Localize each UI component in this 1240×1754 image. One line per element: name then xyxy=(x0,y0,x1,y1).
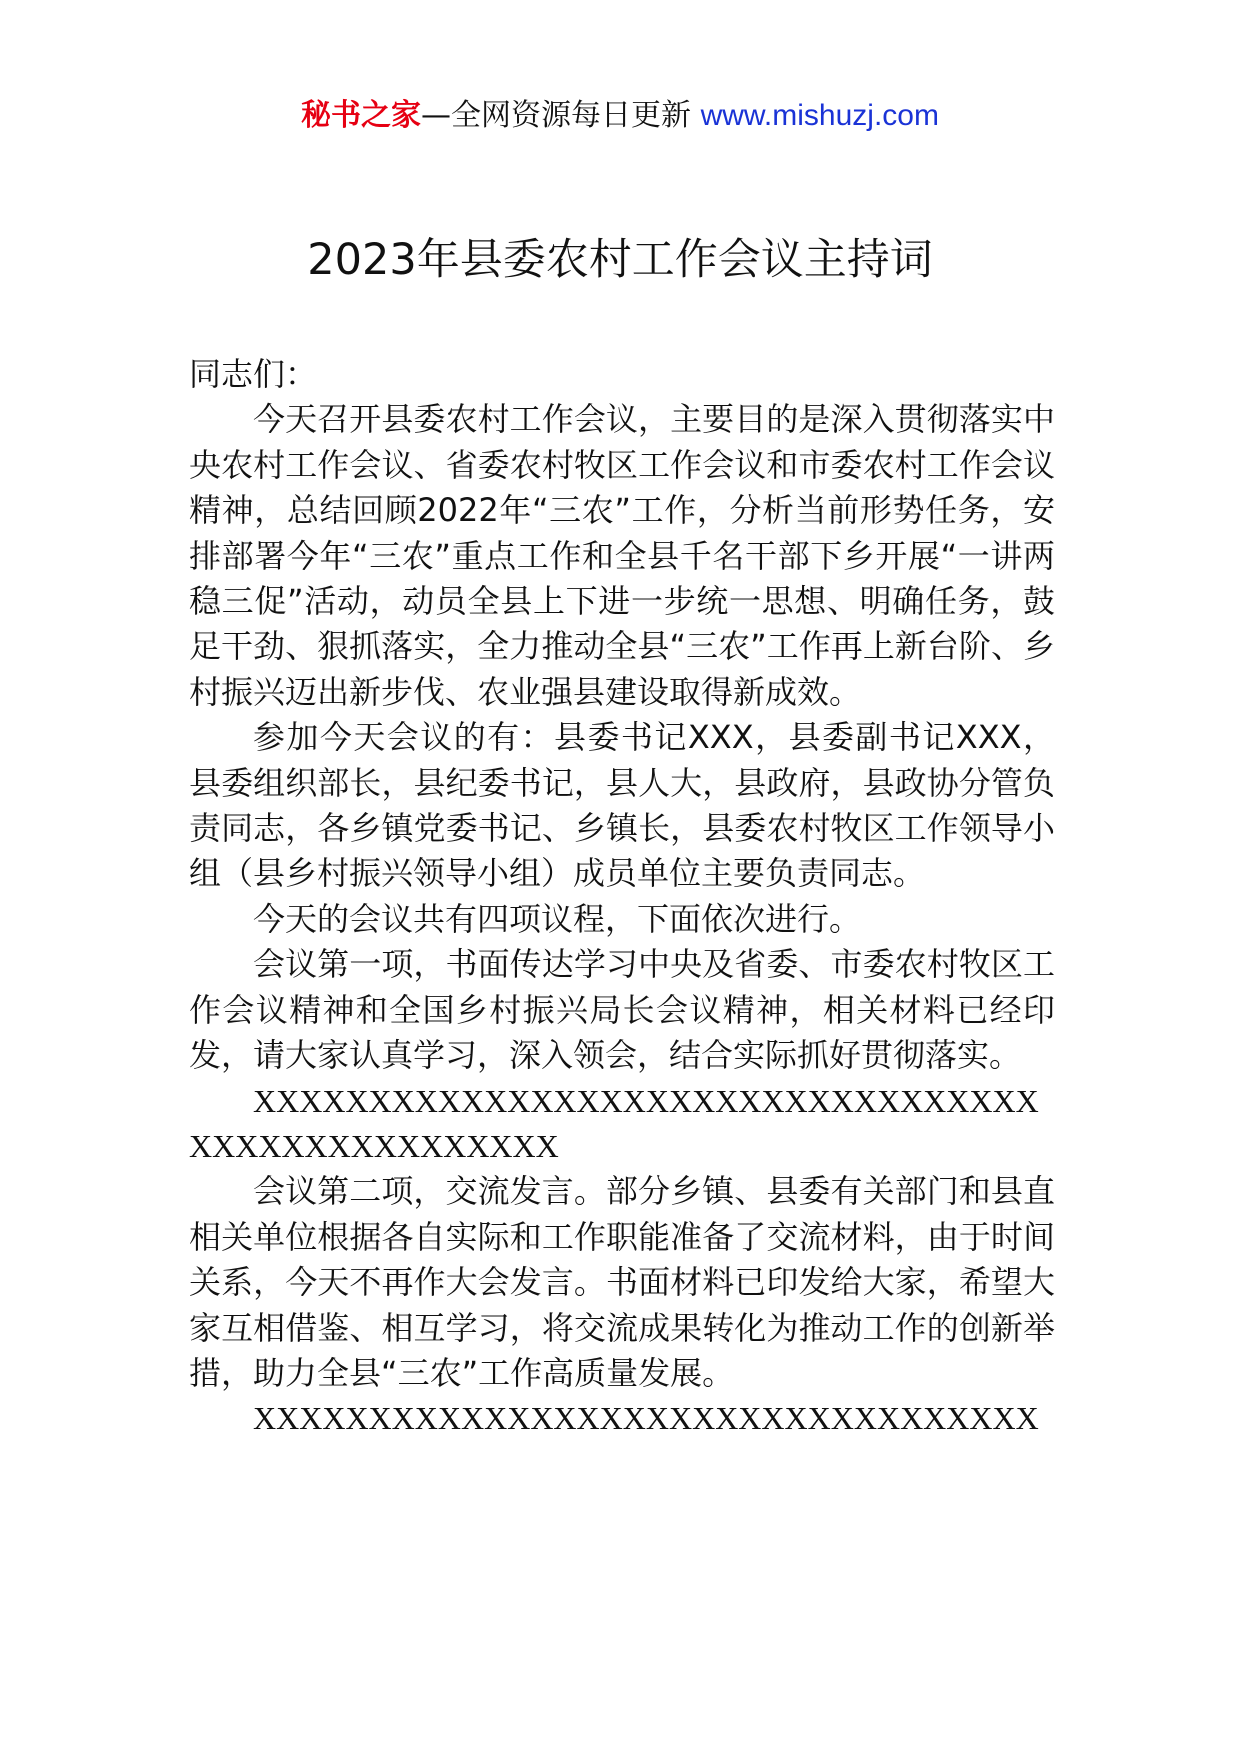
placeholder-line-2: XXXXXXXXXXXXXXXXXXXXXXXXXXXXXXXXXX xyxy=(253,1400,1039,1437)
paragraph-intro: 今天召开县委农村工作会议，主要目的是深入贯彻落实中央农村工作会议、省委农村牧区工作会议和市委农村工作会议精神，总结回顾2022年“三农”工作，分析当前形势任务，安排部署今年“三农”重点工作和全县千名干部下乡开展“一讲两稳三促”活动，动员全县上下进一步统一思想、明确任务，鼓足干劲、狠抓落实，全力推动全县“三农”工作再上新台阶、乡村振兴迈出新步伐、农业强县建设取得新成效。 xyxy=(189,400,1055,711)
paragraph-item-one: 会议第一项，书面传达学习中央及省委、市委农村牧区工作会议精神和全国乡村振兴局长会议精神，相关材料已经印发，请大家认真学习，深入领会，结合实际抓好贯彻落实。 xyxy=(189,945,1055,1075)
site-url[interactable]: www.mishuzj.com xyxy=(700,99,939,132)
paragraph-attendees: 参加今天会议的有：县委书记XXX，县委副书记XXX，县委组织部长，县纪委书记，县人大，县政府，县政协分管负责同志，各乡镇党委书记、乡镇长，县委农村牧区工作领导小组（县乡村振兴领导小组）成员单位主要负责同志。 xyxy=(189,718,1055,893)
placeholder-line-1: XXXXXXXXXXXXXXXXXXXXXXXXXXXXXXXXXXXXXXXXXXXXXXXXXX xyxy=(189,1082,1039,1164)
document-title: 2023年县委农村工作会议主持词 xyxy=(307,235,933,285)
paragraph-agenda: 今天的会议共有四项议程，下面依次进行。 xyxy=(253,899,862,938)
banner-slogan: —全网资源每日更新 xyxy=(421,98,701,133)
salutation: 同志们： xyxy=(189,355,318,393)
paragraph-item-two: 会议第二项，交流发言。部分乡镇、县委有关部门和县直相关单位根据各自实际和工作职能准备了交流材料，由于时间关系，今天不再作大会发言。书面材料已印发给大家，希望大家互相借鉴、相互学习，将交流成果转化为推动工作的创新举措，助力全县“三农”工作高质量发展。 xyxy=(189,1172,1055,1392)
site-banner xyxy=(0,98,1240,134)
document-body xyxy=(189,352,1055,1442)
brand-name: 秘书之家 xyxy=(301,98,422,133)
